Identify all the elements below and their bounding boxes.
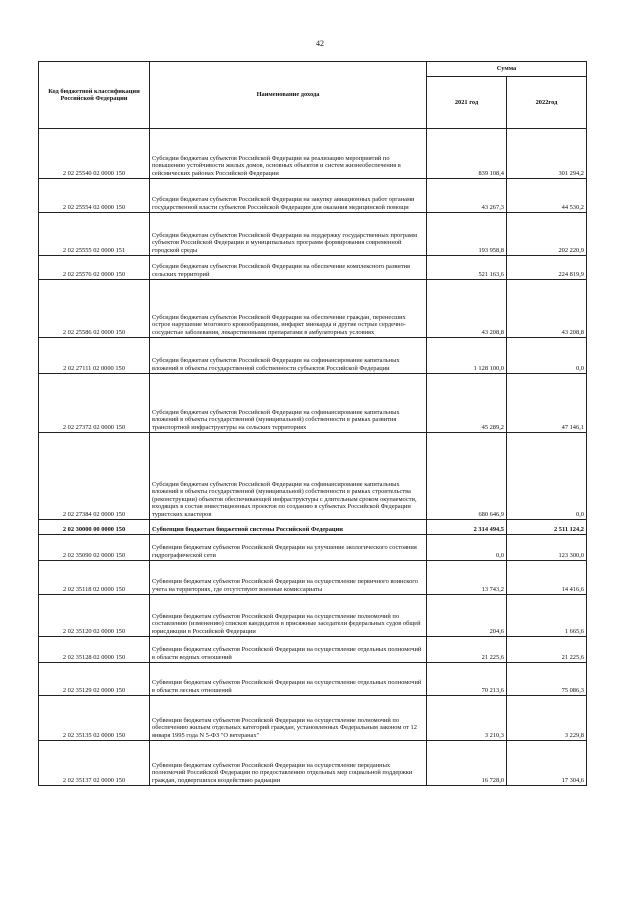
row-value-2021: 16 728,0 (427, 741, 507, 786)
row-name: Субвенции бюджетам субъектов Российской Федерации на осуществление отдельных полномочий в области водных отношений (150, 637, 427, 663)
row-value-2021: 3 210,3 (427, 696, 507, 741)
row-code: 2 02 35118 02 0000 150 (39, 561, 150, 595)
header-year-2022: 2022год (507, 77, 587, 129)
row-value-2022: 17 304,6 (507, 741, 587, 786)
row-value-2021: 839 108,4 (427, 129, 507, 179)
row-code: 2 02 35137 02 0000 150 (39, 741, 150, 786)
row-name: Субсидии бюджетам субъектов Российской Федерации на обеспечение комплексного развития сельских территорий (150, 256, 427, 280)
row-value-2022: 44 530,2 (507, 179, 587, 213)
row-value-2021: 45 289,2 (427, 374, 507, 433)
table-row (39, 637, 587, 663)
row-value-2022: 202 220,9 (507, 213, 587, 256)
row-value-2022: 14 416,6 (507, 561, 587, 595)
row-value-2021: 13 743,2 (427, 561, 507, 595)
header-name: Наименование дохода (150, 62, 427, 129)
table-row (39, 741, 587, 786)
row-value-2021: 1 128 100,0 (427, 338, 507, 374)
row-code: 2 02 35129 02 0000 150 (39, 663, 150, 696)
table-row (39, 663, 587, 696)
row-code: 2 02 27111 02 0000 150 (39, 338, 150, 374)
row-code: 2 02 27384 02 0000 150 (39, 433, 150, 520)
table-row (39, 433, 587, 520)
row-value-2021: 70 213,6 (427, 663, 507, 696)
table-body (39, 129, 587, 786)
row-name: Субсидии бюджетам субъектов Российской Федерации на закупку авиационных работ органами государственной власти субъектов Российской Федерации для оказания медицинской помощи (150, 179, 427, 213)
row-name: Субвенции бюджетам субъектов Российской Федерации на осуществление полномочий по составлению (изменению) списков кандидатов в присяжные заседатели федеральных судов общей юрисдикции в Российской Федерации (150, 595, 427, 637)
row-name: Субвенции бюджетам субъектов Российской Федерации на осуществление первичного воинского учета на территориях, где отсутствуют военные комиссариаты (150, 561, 427, 595)
row-value-2022: 21 225,6 (507, 637, 587, 663)
row-name: Субвенции бюджетам субъектов Российской Федерации на осуществление полномочий по обеспечению жильем отдельных категорий граждан, установленных Федеральным законом от 12 января 1995 года N 5-ФЗ "О ветеранах" (150, 696, 427, 741)
table-row (39, 129, 587, 179)
table-row (39, 535, 587, 561)
table-row (39, 213, 587, 256)
table-row (39, 595, 587, 637)
row-code: 2 02 35128 02 0000 150 (39, 637, 150, 663)
row-name: Субвенции бюджетам субъектов Российской Федерации на осуществление переданных полномочий Российской Федерации по предоставлению отдельных мер социальной поддержки граждан, подвергшихся воздействию радиации (150, 741, 427, 786)
row-name: Субсидии бюджетам субъектов Российской Федерации на софинансирование капитальных вложений в объекты государственной собственности субъектов Российской Федерации (150, 338, 427, 374)
row-code: 2 02 35135 02 0000 150 (39, 696, 150, 741)
row-name: Субсидии бюджетам субъектов Российской Федерации на софинансирование капитальных вложений в объекты государственной (муниципальной) собственности в рамках строительства (реконструкции) объектов обеспечивающей инфраструктуры с длительным сроком окупаемости, входящих в состав инвестиционных проектов по созданию в субъектах Российской Федерации туристских кластеров (150, 433, 427, 520)
row-value-2022: 0,0 (507, 433, 587, 520)
table-row (39, 280, 587, 338)
row-value-2022: 47 146,1 (507, 374, 587, 433)
table-row (39, 374, 587, 433)
row-value-2021: 680 646,9 (427, 433, 507, 520)
row-name: Субсидии бюджетам субъектов Российской Федерации на обеспечение граждан, перенесших острое нарушение мозгового кровообращения, инфаркт миокарда и другие острые сердечно-сосудистые заболевания, лекарственными препаратами в амбулаторных условиях (150, 280, 427, 338)
header-sum: Сумма (427, 62, 587, 77)
table-row (39, 256, 587, 280)
row-name: Субсидии бюджетам субъектов Российской Федерации на поддержку государственных программ субъектов Российской Федерации и муниципальных программ формирования современной городской среды (150, 213, 427, 256)
header-code: Код бюджетной классификации Российской Федерации (39, 62, 150, 129)
row-code: 2 02 30000 00 0000 150 (39, 520, 150, 535)
row-code: 2 02 25540 02 0000 150 (39, 129, 150, 179)
row-code: 2 02 25586 02 0000 150 (39, 280, 150, 338)
row-value-2022: 43 208,8 (507, 280, 587, 338)
table-row (39, 338, 587, 374)
table-row (39, 179, 587, 213)
row-value-2022: 2 511 124,2 (507, 520, 587, 535)
row-name: Субсидии бюджетам субъектов Российской Федерации на софинансирование капитальных вложений в объекты государственной (муниципальной) собственности в рамках развития транспортной инфраструктуры на сельских территориях (150, 374, 427, 433)
row-value-2022: 1 665,6 (507, 595, 587, 637)
header-year-2021: 2021 год (427, 77, 507, 129)
row-value-2021: 21 225,6 (427, 637, 507, 663)
row-code: 2 02 35090 02 0000 150 (39, 535, 150, 561)
row-value-2022: 301 294,2 (507, 129, 587, 179)
row-name: Субвенции бюджетам субъектов Российской Федерации на улучшение экологического состояния гидрографической сети (150, 535, 427, 561)
row-value-2021: 2 314 494,5 (427, 520, 507, 535)
row-code: 2 02 35120 02 0000 150 (39, 595, 150, 637)
row-code: 2 02 25555 02 0000 151 (39, 213, 150, 256)
row-value-2022: 123 300,0 (507, 535, 587, 561)
row-value-2022: 3 229,8 (507, 696, 587, 741)
row-value-2021: 204,6 (427, 595, 507, 637)
row-value-2021: 43 208,8 (427, 280, 507, 338)
row-code: 2 02 25554 02 0000 150 (39, 179, 150, 213)
row-code: 2 02 27372 02 0000 150 (39, 374, 150, 433)
row-name: Субвенции бюджетам субъектов Российской Федерации на осуществление отдельных полномочий в области лесных отношений (150, 663, 427, 696)
table-row (39, 561, 587, 595)
row-value-2022: 0,0 (507, 338, 587, 374)
row-value-2021: 193 958,8 (427, 213, 507, 256)
row-value-2022: 75 086,3 (507, 663, 587, 696)
table-row (39, 520, 587, 535)
row-value-2021: 0,0 (427, 535, 507, 561)
page-number: 42 (316, 39, 324, 48)
row-name: Субвенции бюджетам бюджетной системы Российской Федерации (150, 520, 427, 535)
row-code: 2 02 25576 02 0000 150 (39, 256, 150, 280)
table-row (39, 696, 587, 741)
row-value-2022: 224 819,9 (507, 256, 587, 280)
budget-table (38, 61, 587, 786)
row-value-2021: 43 267,3 (427, 179, 507, 213)
row-value-2021: 521 163,6 (427, 256, 507, 280)
row-name: Субсидии бюджетам субъектов Российской Федерации на реализацию мероприятий по повышению устойчивости жилых домов, основных объектов и систем жизнеобеспечения в сейсмических районах Российской Федерации (150, 129, 427, 179)
